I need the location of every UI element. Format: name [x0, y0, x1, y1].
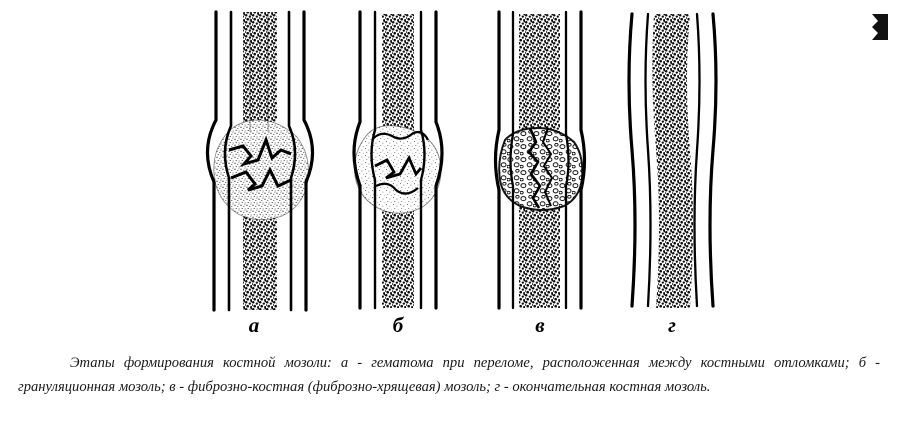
panel-a-label: а: [248, 313, 260, 337]
panel-b-label: б: [392, 313, 404, 337]
panel-g-label: г: [668, 313, 676, 337]
panel-v-label: в: [535, 313, 545, 337]
figure-caption: Этапы формирования костной мозоли: а - гематома при переломе, расположенная между костными отломками; б - грануляционная мозоль; в - фиброзно-костная (фиброзно-хрящевая) мозоль; г - окончательная костная мозоль.: [18, 355, 880, 395]
